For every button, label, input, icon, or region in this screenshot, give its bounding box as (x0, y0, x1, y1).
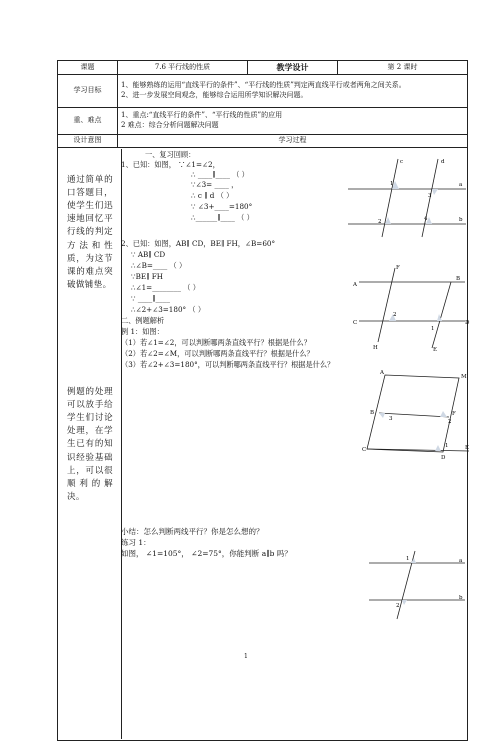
key-point-item: 2 难点：综合分析问题解决问题 (121, 120, 219, 129)
q1-line: ∴ c ∥ d （ ） (191, 190, 234, 200)
q1-line: ∵∠3= ____ ， (191, 179, 239, 189)
fig3-label: 1 (445, 442, 449, 449)
goal-item: 2、进一步发展空间观念，能够综合运用所学知识解决问题。 (121, 90, 308, 99)
fig1-label: 1 (390, 180, 394, 187)
example-heading: 二、例题解析 (121, 315, 165, 325)
example-title: 例 1：如图： (121, 326, 164, 336)
q1-line: ∴ ____∥____ （ ） (191, 169, 249, 179)
practice-question: 如图， ∠1=105°， ∠2=75°，你能判断 a∥b 吗？ (121, 548, 292, 558)
fig3-label: D (441, 454, 446, 461)
example-item: （3）若∠2+∠3=180°，可以判断哪两条直线平行？根据是什么？ (121, 359, 335, 369)
fig1-label: b (459, 216, 463, 223)
fig3-label: E (465, 444, 470, 451)
practice-title: 练习 1： (121, 537, 151, 547)
fig3-label: 3 (389, 415, 393, 422)
fig3-label: M (461, 373, 467, 380)
goals-content (118, 74, 468, 107)
q2-line: ∴∠1=________ （ ） (131, 282, 200, 292)
learning-process-label: 学习过程 (118, 134, 468, 147)
fig4-label: a (459, 557, 463, 564)
learning-content (123, 149, 471, 739)
subheader-row (58, 134, 468, 147)
fig1-label: c (400, 158, 404, 165)
goal-item: 1、能够熟练的运用“直线平行的条件”、“平行线的性质”判定两直线平行或者两角之间关系。 (121, 81, 406, 90)
q1-line: ∵ ∠3+____=180° (191, 201, 253, 211)
review-heading: 一、复习回顾： (145, 149, 196, 159)
key-point-item: 1、重点:“直线平行的条件”、“平行线的性质”的应用 (121, 111, 283, 120)
example-item: （1）若∠1=∠2，可以判断哪两条直线平行？根据是什么？ (121, 337, 311, 347)
fig3-label: C (362, 446, 367, 453)
fig4-label: 1 (406, 555, 410, 562)
key-points-content (118, 107, 468, 134)
fig2-label: B (456, 275, 461, 282)
q2-line: 2、已知：如图，AB∥ CD，BE∥ FH，∠B=60° (121, 238, 276, 248)
q2-line: ∵ ____∥____ (131, 293, 170, 303)
q1-line: ∴______∥____ （ ） (191, 212, 254, 222)
fig2-label: F (396, 264, 400, 271)
figure-3-example (363, 367, 471, 459)
doc-type: 教学设计 (248, 61, 338, 75)
fig3-label: A (380, 369, 384, 376)
fig3-label: 2 (448, 418, 452, 425)
page-number: 1 (244, 653, 248, 660)
main-cell (58, 147, 468, 740)
fig4-label: b (459, 594, 463, 601)
fig2-label: E (433, 346, 438, 353)
figure-2-parallel-lines (353, 262, 471, 352)
column-divider (121, 149, 122, 739)
fig2-label: 1 (431, 325, 435, 332)
fig1-label: 4 (424, 215, 428, 222)
lesson-title: 7.6 平行线的性质 (118, 61, 248, 75)
fig1-label: 2 (378, 218, 382, 225)
q2-line: ∴∠B=____ （ ） (131, 260, 187, 270)
q2-line: ∵ AB∥ CD (131, 249, 166, 259)
figure-1-parallel-lines (346, 157, 471, 239)
fig1-label: a (459, 181, 463, 188)
fig2-label: C (353, 319, 358, 326)
period: 第 2 课时 (338, 61, 468, 75)
side-note-2: 例题的处理可以放手给学生们讨论处理，在学生已有的知识经验基础上，可以很顺利的解决。 (67, 386, 113, 503)
fig4-label: 2 (396, 602, 400, 609)
figure-4-practice (367, 549, 471, 624)
fig2-label: A (353, 281, 357, 288)
fig2-label: 2 (393, 311, 397, 318)
fig1-label: 3 (428, 192, 432, 199)
goals-row (58, 74, 468, 107)
main-row (58, 147, 468, 740)
label-course: 课题 (58, 61, 118, 75)
lesson-plan-table (57, 60, 468, 741)
fig1-label: d (441, 158, 445, 165)
key-points-row (58, 107, 468, 134)
fig2-label: H (373, 344, 378, 351)
q2-line: ∴∠2+∠3=180° （ ） (131, 304, 206, 314)
side-note-1: 通过简单的口答题目，使学生们迅速地回忆平行线的判定方法和性质，为这节课的难点突破做铺垫。 (67, 174, 113, 291)
fig3-label: B (370, 409, 375, 416)
fig3-label: F (452, 410, 456, 417)
q2-line: ∵BE∥ FH (131, 271, 163, 281)
summary-text: 小结：怎么判断两线平行？你是怎么想的？ (121, 526, 264, 536)
fig2-label: D (465, 319, 470, 326)
q1-line: 1、已知：如图， ∵∠1=∠2， (121, 159, 220, 169)
goals-label: 学习目标 (58, 74, 118, 107)
design-intent-label: 设计意图 (58, 134, 118, 147)
example-item: （2）若∠2=∠M，可以判断哪两条直线平行？根据是什么？ (121, 348, 314, 358)
header-row (58, 61, 468, 75)
key-points-label: 重、难点 (58, 107, 118, 134)
